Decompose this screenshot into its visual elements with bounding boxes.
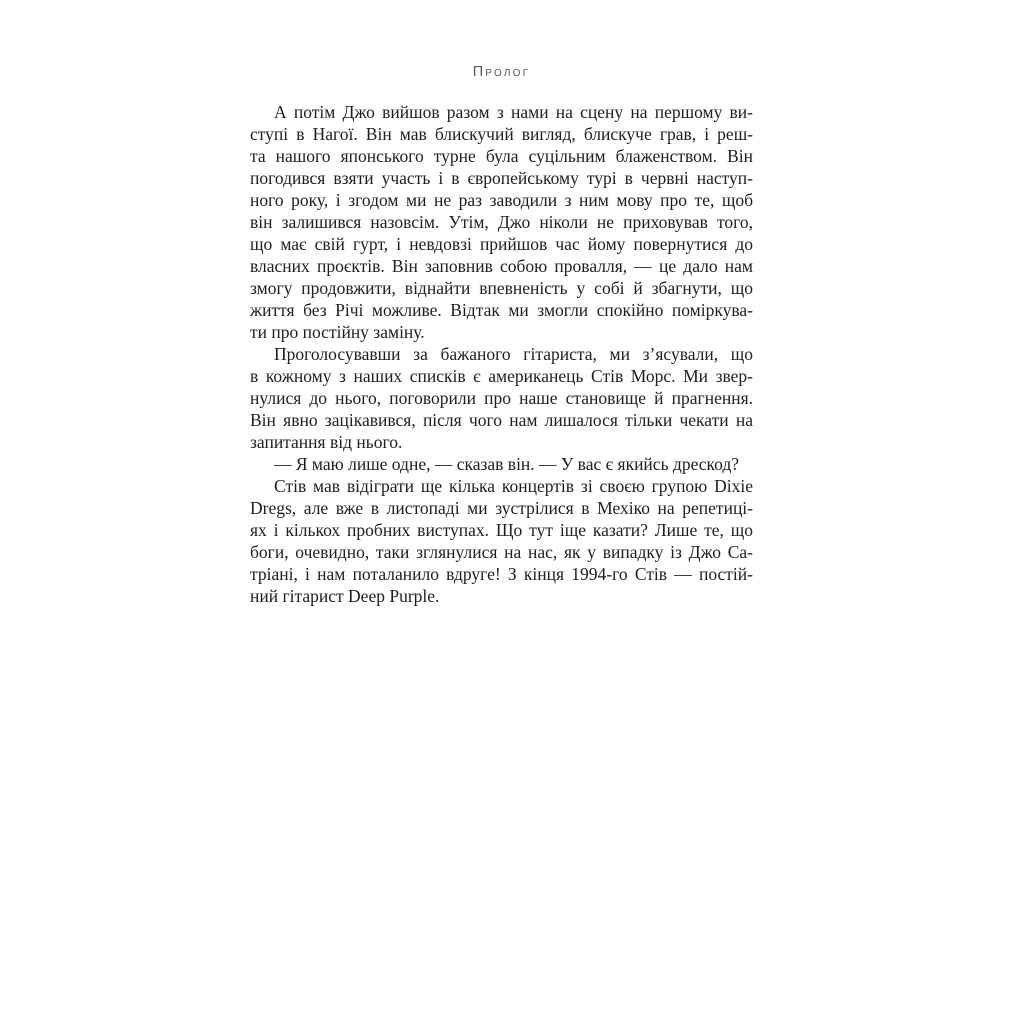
body-text xyxy=(250,101,753,607)
chapter-heading: Пролог xyxy=(472,64,531,80)
text-line: власних проєктів. Він заповнив собою провалля, — це дало нам xyxy=(250,256,753,276)
text-line: ях і кількох пробних виступах. Що тут іще казати? Лише те, що xyxy=(250,520,753,540)
text-line: А потім Джо вийшов разом з нами на сцену на першому ви- xyxy=(274,102,753,122)
text-line: тріані, і нам поталанило вдруге! З кінця 1994-го Стів — постій- xyxy=(250,564,753,584)
text-line: та нашого японського турне була суцільним блаженством. Він xyxy=(250,146,753,166)
text-line: Стів мав відіграти ще кілька концертів зі своєю групою Dixie xyxy=(274,476,753,496)
text-line: в кожному з наших списків є американець Стів Морс. Ми звер- xyxy=(250,366,753,386)
paragraph xyxy=(250,475,753,607)
text-line: погодився взяти участь і в європейському турі в червні наступ- xyxy=(250,168,753,188)
text-line: ний гітарист Deep Purple. xyxy=(250,586,440,606)
text-line: ти про постійну заміну. xyxy=(250,322,425,342)
text-line: Проголосувавши за бажаного гітариста, ми з’ясували, що xyxy=(274,344,753,364)
text-line: Він явно зацікавився, після чого нам лишалося тільки чекати на xyxy=(250,410,753,430)
text-line: змогу продовжити, віднайти впевненість у собі й збагнути, що xyxy=(250,278,753,298)
paragraph xyxy=(250,453,753,475)
text-line: — Я маю лише одне, — сказав він. — У вас є якийсь дрескод? xyxy=(274,454,740,474)
text-line: ступі в Нагої. Він мав блискучий вигляд, блискуче грав, і реш- xyxy=(250,124,753,144)
text-line: життя без Річі можливе. Відтак ми змогли спокійно поміркува- xyxy=(250,300,753,320)
text-line: ного року, і згодом ми не раз заводили з ним мову про те, щоб xyxy=(250,190,753,210)
paragraph xyxy=(250,101,753,343)
text-line: нулися до нього, поговорили про наше становище й прагнення. xyxy=(250,388,753,408)
paragraph xyxy=(250,343,753,453)
text-line: боги, очевидно, таки зглянулися на нас, як у випадку із Джо Са- xyxy=(250,542,753,562)
text-line: Dregs, але вже в листопаді ми зустрілися в Мехіко на репетиці- xyxy=(250,498,753,518)
text-line: що має свій гурт, і невдовзі прийшов час йому повернутися до xyxy=(250,234,753,254)
text-line: він залишився назовсім. Утім, Джо ніколи не приховував того, xyxy=(250,212,753,232)
text-line: запитання від нього. xyxy=(250,432,403,452)
